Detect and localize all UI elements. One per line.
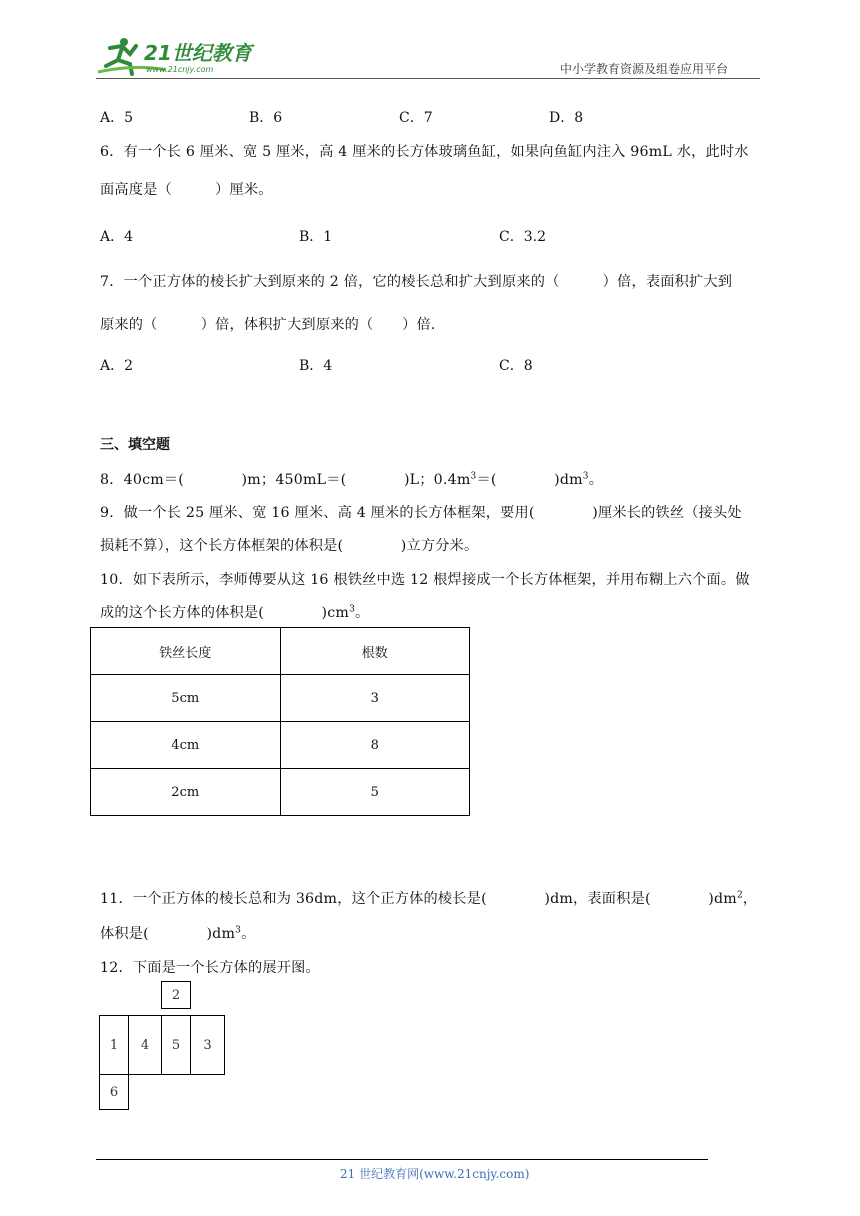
q6-option-b: B．1 [299, 229, 333, 245]
q10-line1: 10．如下表所示，李师傅要从这 16 根铁丝中选 12 根焊接成一个长方体框架，并用布糊上六个面。做 [100, 572, 750, 588]
q8-part1: 8．40cm＝( )m；450mL＝( )L；0.4m [100, 472, 471, 488]
header-platform-text: 中小学教育资源及组卷应用平台 [560, 62, 729, 76]
header-divider [96, 78, 760, 79]
q5-option-d: D．8 [549, 110, 584, 126]
q7-option-c: C．8 [499, 358, 533, 374]
table-header-row [91, 628, 470, 675]
q9-line1: 9．做一个长 25 厘米、宽 16 厘米、高 4 厘米的长方体框架，要用( )厘米长的铁丝（接头处 [100, 505, 742, 521]
q7-line2: 原来的（ ）倍，体积扩大到原来的（ ）倍. [100, 317, 436, 333]
q5-option-b: B．6 [249, 110, 283, 126]
q5-option-a: A．5 [100, 110, 134, 126]
logo-url: www.21cnjy.com [146, 65, 214, 74]
table-cell: 2cm [91, 769, 281, 816]
net-face-1: 1 [99, 1015, 129, 1075]
q11-line2-end: 。 [241, 926, 256, 942]
net-face-4: 4 [129, 1015, 162, 1075]
q11-line1 [100, 888, 757, 908]
net-face-2: 2 [161, 981, 191, 1009]
table-header-cell: 铁丝长度 [91, 628, 281, 675]
net-face-6: 6 [99, 1074, 129, 1110]
table-cell: 8 [280, 722, 470, 769]
q6-line1: 6．有一个长 6 厘米、宽 5 厘米，高 4 厘米的长方体玻璃鱼缸，如果向鱼缸内注入 96mL 水，此时水 [100, 144, 749, 160]
q12-text: 12．下面是一个长方体的展开图。 [100, 960, 320, 976]
q8-text [100, 469, 603, 489]
q8-part2: ＝( )dm [476, 472, 583, 488]
logo-text: 21世纪教育 [144, 41, 252, 65]
q8-sup1: 3 [470, 471, 477, 482]
q11-line1-text: 11．一个正方体的棱长总和为 36dm，这个正方体的棱长是( )dm，表面积是( )dm [100, 891, 737, 907]
table-cell: 3 [280, 675, 470, 722]
table-row [91, 722, 470, 769]
q10-line2 [100, 602, 369, 622]
q10-line2-end: 。 [355, 605, 370, 621]
footer-text[interactable]: 21 世纪教育网(www.21cnjy.com) [340, 1167, 530, 1181]
net-face-5: 5 [161, 1015, 191, 1075]
runner-logo-icon [96, 34, 256, 78]
q10-line2-sup: 3 [349, 604, 356, 615]
q11-line1-end: ， [742, 891, 758, 907]
q8-sup2: 3 [582, 471, 589, 482]
q11-line2-text: 体积是( )dm [100, 926, 236, 942]
q6-option-a: A．4 [100, 229, 134, 245]
section-title-fill-in: 三、填空题 [100, 437, 170, 453]
q7-line1: 7．一个正方体的棱长扩大到原来的 2 倍，它的棱长总和扩大到原来的（ ）倍，表面积扩大到 [100, 274, 733, 290]
table-cell: 4cm [91, 722, 281, 769]
q5-option-c: C．7 [399, 110, 433, 126]
q11-line2-sup: 3 [235, 925, 242, 936]
q6-line2: 面高度是（ ）厘米。 [100, 182, 273, 198]
q7-option-a: A．2 [100, 358, 134, 374]
q10-line2-text: 成的这个长方体的体积是( )cm [100, 605, 350, 621]
q9-line2: 损耗不算），这个长方体框架的体积是( )立方分米。 [100, 538, 479, 554]
table-cell: 5 [280, 769, 470, 816]
wire-table [90, 627, 470, 816]
q11-line2 [100, 923, 255, 943]
table-header-cell: 根数 [280, 628, 470, 675]
table-row [91, 675, 470, 722]
table-row [91, 769, 470, 816]
q11-line1-sup: 2 [736, 890, 743, 901]
net-face-3: 3 [190, 1015, 225, 1075]
q7-option-b: B．4 [299, 358, 333, 374]
q6-option-c: C．3.2 [499, 229, 546, 245]
footer-divider [96, 1159, 708, 1160]
q8-part3: 。 [588, 472, 604, 488]
site-logo [96, 34, 256, 78]
table-cell: 5cm [91, 675, 281, 722]
